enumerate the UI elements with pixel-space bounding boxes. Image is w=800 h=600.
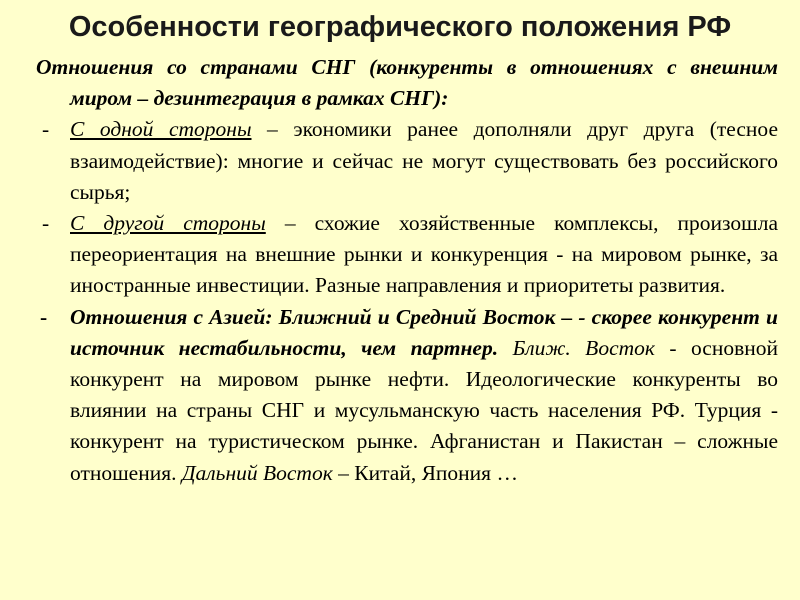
asia-lead: Отношения с Азией: Ближний и Средний Восток – - скорее конкурент и источник нестабильности, чем партнер. bbox=[70, 304, 778, 360]
one-side-text: – экономики ранее дополняли друг друга (тесное взаимодействие): многие и сейчас не могут существовать без российского сырья; bbox=[70, 117, 778, 204]
list-item-one-side bbox=[36, 114, 778, 208]
dash-bullet: - bbox=[42, 117, 50, 142]
dash-bullet: - bbox=[40, 304, 48, 329]
one-side-lead: С одной стороны bbox=[70, 117, 252, 142]
other-side-lead: С другой стороны bbox=[70, 211, 266, 236]
list-item-body bbox=[70, 208, 778, 302]
asia-text-1: - основной конкурент на мировом рынке нефти. Идеологические конкуренты во влиянии на страны СНГ и мусульманскую часть населения РФ. Турция - конкурент на туристическом рынке. Афганистан и Пакистан – сложные отношения. bbox=[70, 335, 778, 485]
intro-text: Отношения со странами СНГ (конкуренты в отношениях с внешним миром – дезинтеграция в рамках СНГ): bbox=[36, 55, 778, 111]
slide-content bbox=[36, 52, 778, 489]
other-side-text: – схожие хозяйственные комплексы, произошла переориентация на внешние рынки и конкуренция - на мировом рынке, за иностранные инвестиции. Разные направления и приоритеты развития. bbox=[70, 211, 778, 298]
list-item-asia bbox=[36, 302, 778, 489]
far-east-label: Дальний Восток bbox=[181, 460, 333, 485]
asia-space bbox=[498, 336, 512, 360]
list-item-other-side bbox=[36, 208, 778, 302]
asia-text-2: – Китай, Япония … bbox=[332, 460, 518, 485]
list-item-body bbox=[70, 302, 778, 489]
intro-paragraph bbox=[36, 52, 778, 114]
dash-bullet: - bbox=[42, 211, 50, 236]
list-item-body bbox=[70, 114, 778, 208]
near-east-label: Ближ. Восток bbox=[512, 335, 655, 360]
slide-title: Особенности географического положения РФ bbox=[68, 11, 732, 43]
